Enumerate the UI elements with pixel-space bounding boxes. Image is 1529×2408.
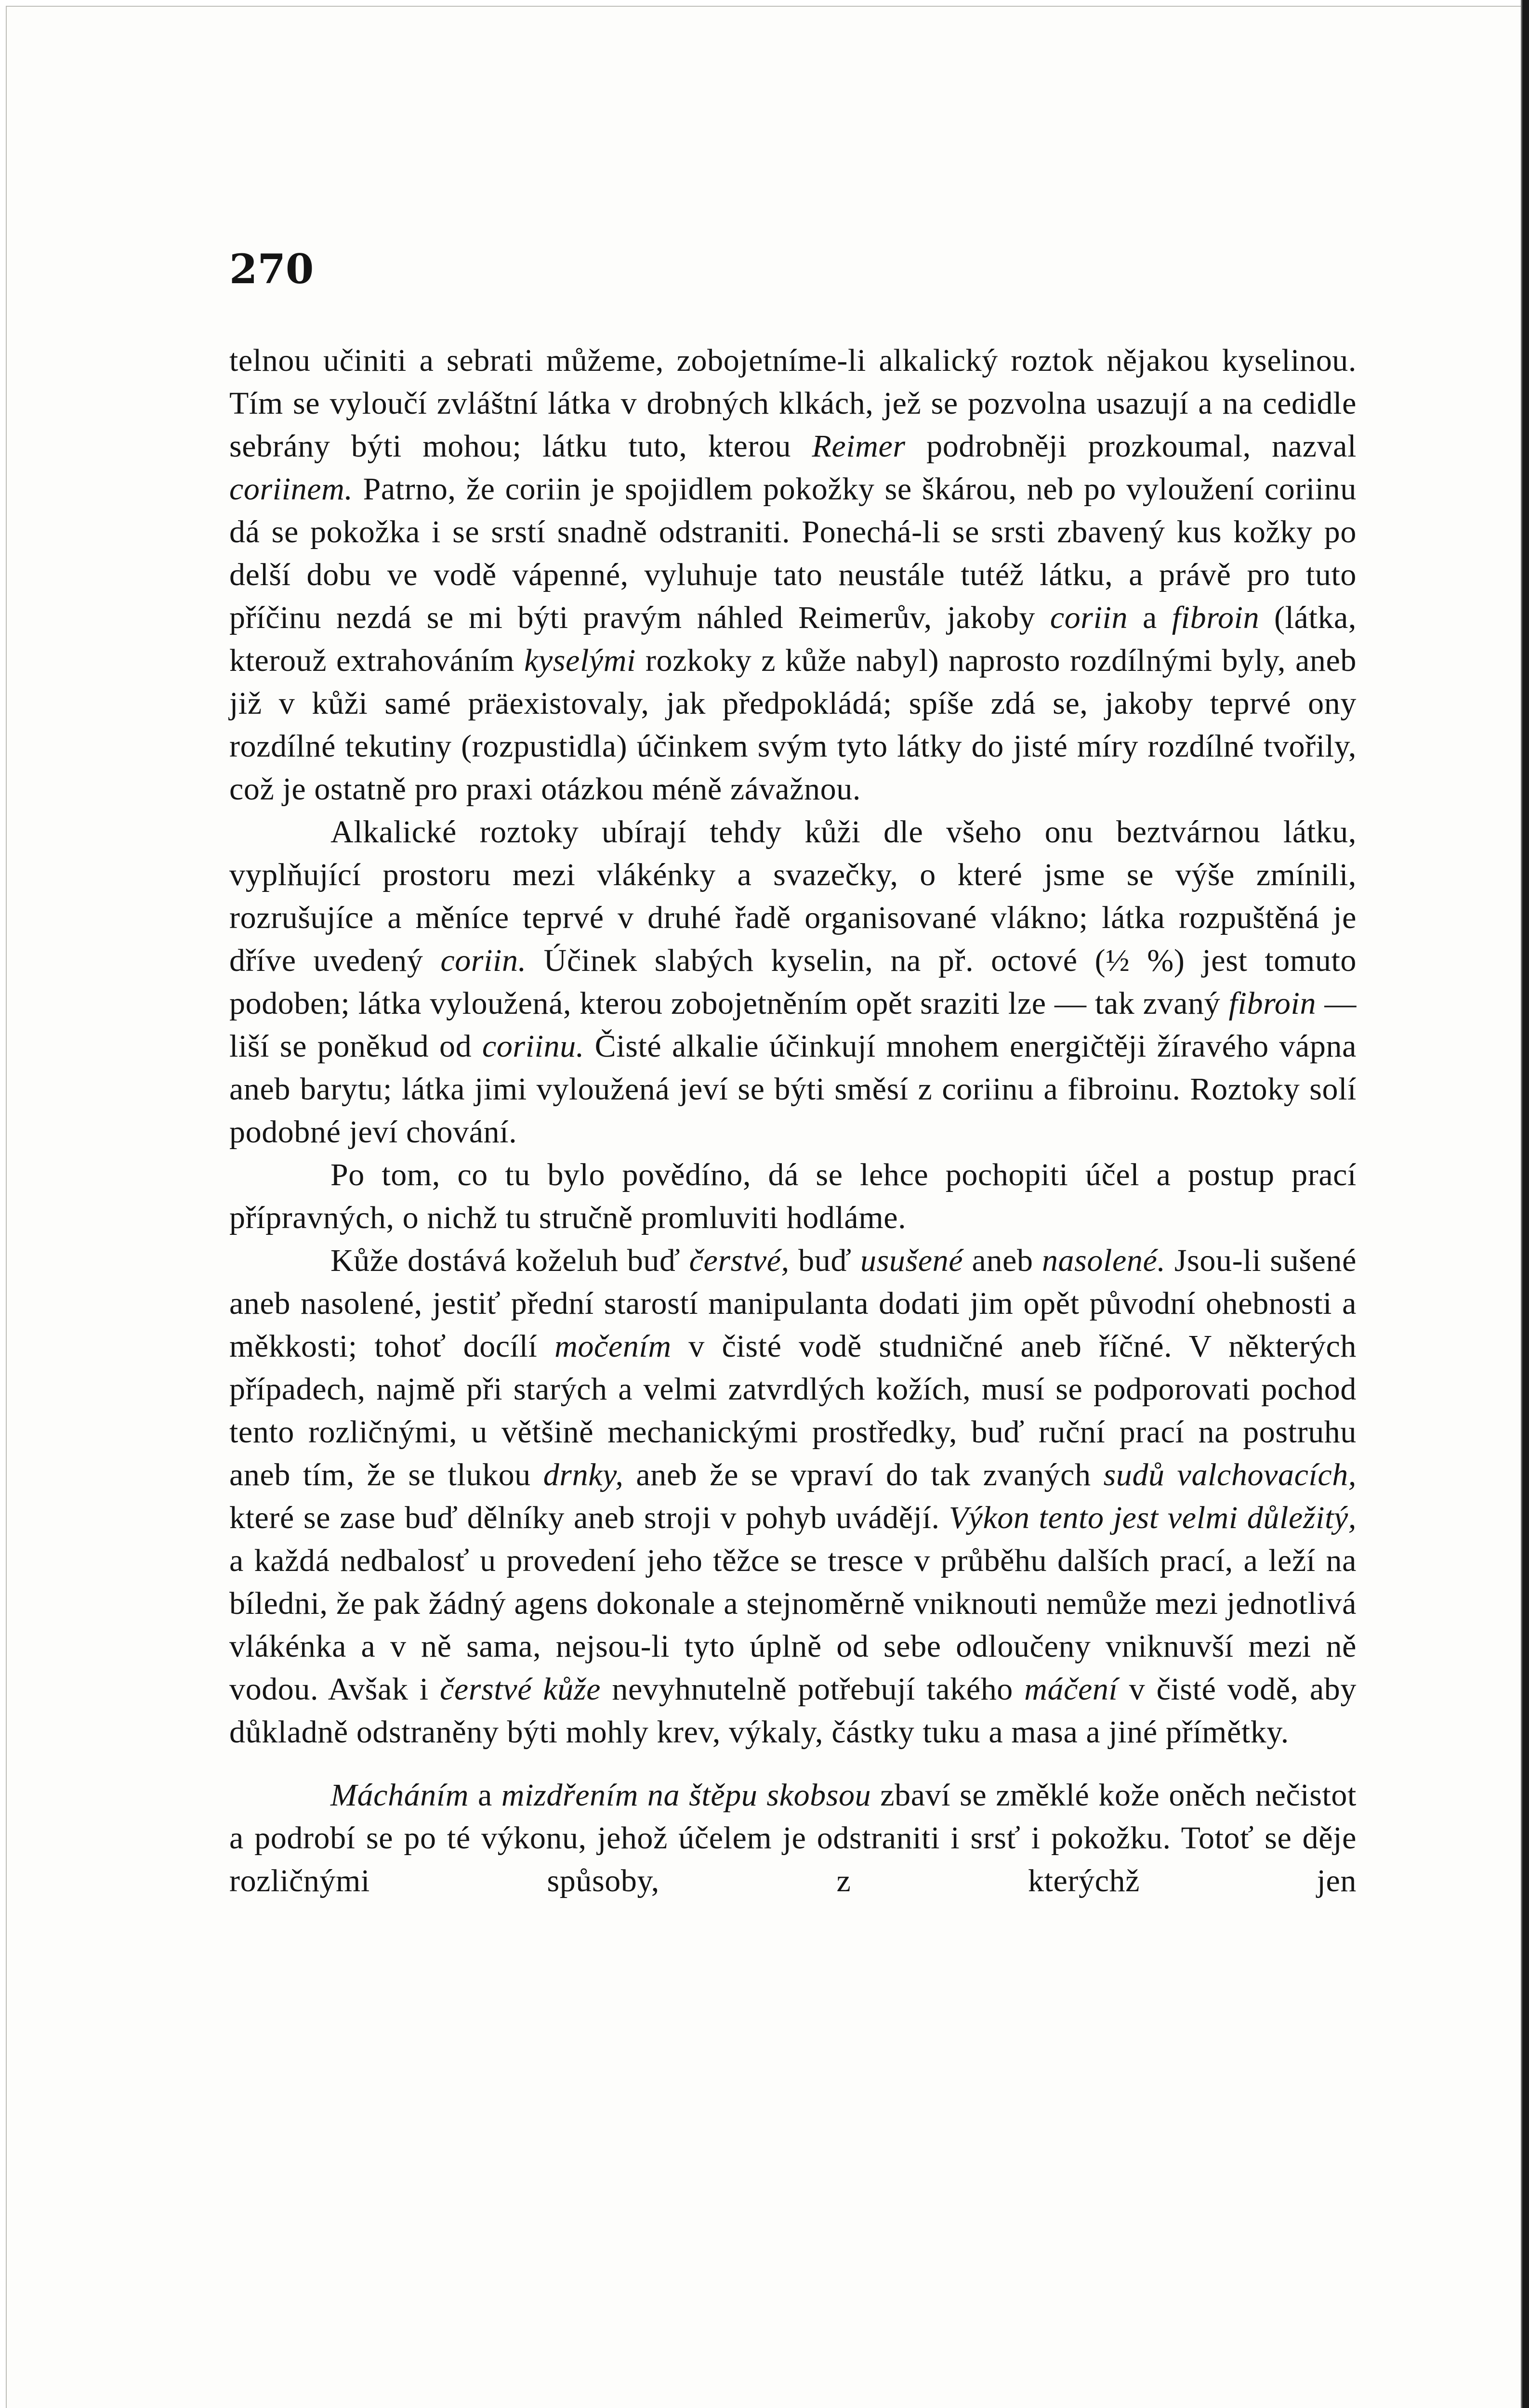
scan-edge [1522,0,1529,2408]
italic-text-run: coriinem. [229,471,353,507]
text-run: aneb [963,1243,1042,1278]
italic-text-run: Mácháním [330,1778,469,1813]
paragraph [229,1153,1357,1239]
text-run: aneb že se vpraví do tak zvaných [623,1457,1104,1492]
italic-text-run: nasolené. [1041,1243,1166,1278]
text-run: podrobněji prozkoumal, nazval [905,429,1357,464]
italic-text-run: coriin [1050,600,1128,635]
paragraph [229,811,1357,1153]
text-run: telnou učiniti a sebrati můžeme, zobojetníme-li alkalický roztok nějakou kyselinou. Tím se vyloučí zvláštní látka v drobných klkách, jež se pozvolna usazují a na cedidle sebrány býti mohou; látku tuto, kterou [229,343,1357,464]
text-run: které se zase buď dělníky aneb stroji v pohyb uvádějí. [229,1500,949,1535]
italic-text-run: čerstvé kůže [440,1672,601,1707]
paragraph [229,339,1357,811]
text-run: a [469,1778,501,1813]
scanned-page [6,6,1523,2408]
page-number: 270 [229,245,314,293]
text-run: Alkalické roztoky ubírají tehdy kůži dle všeho onu beztvárnou látku, vyplňující prostoru mezi vlákénky a svazečky, o které jsme se výše zmínili, rozrušujíce a měníce teprvé v druhé řadě organisované vlákno; látka rozpuštěná je dříve uvedený [229,814,1357,978]
body-text [229,339,1357,1902]
paragraph-gap [229,1754,1357,1774]
italic-text-run: močením [554,1329,672,1364]
italic-text-run: usušené [860,1243,963,1278]
text-run: Účinek slabých kyselin, na př. octové (½ %) jest tomuto podoben; látka vyloužená, kterou zobojetněním opět sraziti lze — tak zvaný [229,943,1357,1021]
text-run: buď [789,1243,860,1278]
text-run: Jsou-li sušené aneb nasolené, jestiť přední starostí manipulanta dodati jim opět původní ohebnosti a měkkosti; tohoť docílí [229,1243,1357,1364]
italic-text-run: fibroin [1172,600,1260,635]
text-run: Po tom, co tu bylo povědíno, dá se lehce pochopiti účel a postup prací přípravných, o nichž tu stručně promluviti hodláme. [229,1157,1357,1235]
italic-text-run: fibroin [1228,986,1317,1021]
italic-text-run: Reimer [812,429,906,464]
paragraph [229,1239,1357,1754]
text-run: Patrno, že coriin je spojidlem pokožky se škárou, neb po vyloužení coriinu dá se pokožka i se srstí snadně odstraniti. Ponechá-li se srsti zbavený kus kožky po delší dobu ve vodě vápenné, vyluhuje tato neustále tutéž látku, a právě pro tuto příčinu nezdá se mi býti pravým náhled Reimerův, jakoby [229,471,1357,635]
text-run: v čisté vodě studničné aneb říčné. V některých případech, najmě při starých a velmi zatvrdlých kožích, musí se podporovati pochod tento rozličnými, u většině mechanickými prostředky, buď ruční prací na postruhu aneb tím, že se tlukou [229,1329,1357,1492]
text-run: v čisté vodě, aby důkladně odstraněny býti mohly krev, výkaly, částky tuku a masa a jiné přímětky. [229,1672,1357,1750]
text-run: — liší se poněkud od [229,986,1357,1064]
text-run: zbaví se změklé kože oněch nečistot a podrobí se po té výkonu, jehož účelem je odstraniti i srsť i pokožku. Totoť se děje rozličnými spůsoby, z kterýchž jen [229,1778,1357,1898]
text-run: a každá nedbalosť u provedení jeho těžce se tresce v průběhu dalších prací, a leží na bíledni, že pak žádný agens dokonale a stejnoměrně vniknouti nemůže mezi jednotlivá vlákénka a v ně sama, nejsou-li tyto úplně od sebe odloučeny vniknuvší mezi ně vodou. Avšak i [229,1543,1357,1707]
italic-text-run: sudů valchovacích, [1103,1457,1357,1492]
text-run: (látka, kterouž extrahováním [229,600,1357,678]
paragraph [229,1774,1357,1902]
italic-text-run: coriinu. [482,1029,584,1064]
italic-text-run: coriin. [440,943,527,978]
text-run: a [1128,600,1172,635]
text-run: Kůže dostává koželuh buď [330,1243,689,1278]
italic-text-run: čerstvé, [689,1243,790,1278]
italic-text-run: drnky, [543,1457,624,1492]
text-run: nevyhnutelně potřebují takého [601,1672,1025,1707]
italic-text-run: máčení [1024,1672,1118,1707]
italic-text-run: Výkon tento jest velmi důležitý, [949,1500,1357,1535]
text-run: rozkoky z kůže nabyl) naprosto rozdílnými byly, aneb již v kůži samé präexistovaly, jak předpokládá; spíše zdá se, jakoby teprvé ony rozdílné tekutiny (rozpustidla) účinkem svým tyto látky do jisté míry rozdílné tvořily, což je ostatně pro praxi otázkou méně závažnou. [229,643,1357,807]
italic-text-run: kyselými [524,643,636,678]
italic-text-run: mizdřením na štěpu skobsou [501,1778,871,1813]
text-run: Čisté alkalie účinkují mnohem energičtěji žíravého vápna aneb barytu; látka jimi vyloužená jeví se býti směsí z coriinu a fibroinu. Roztoky solí podobné jeví chování. [229,1029,1357,1150]
